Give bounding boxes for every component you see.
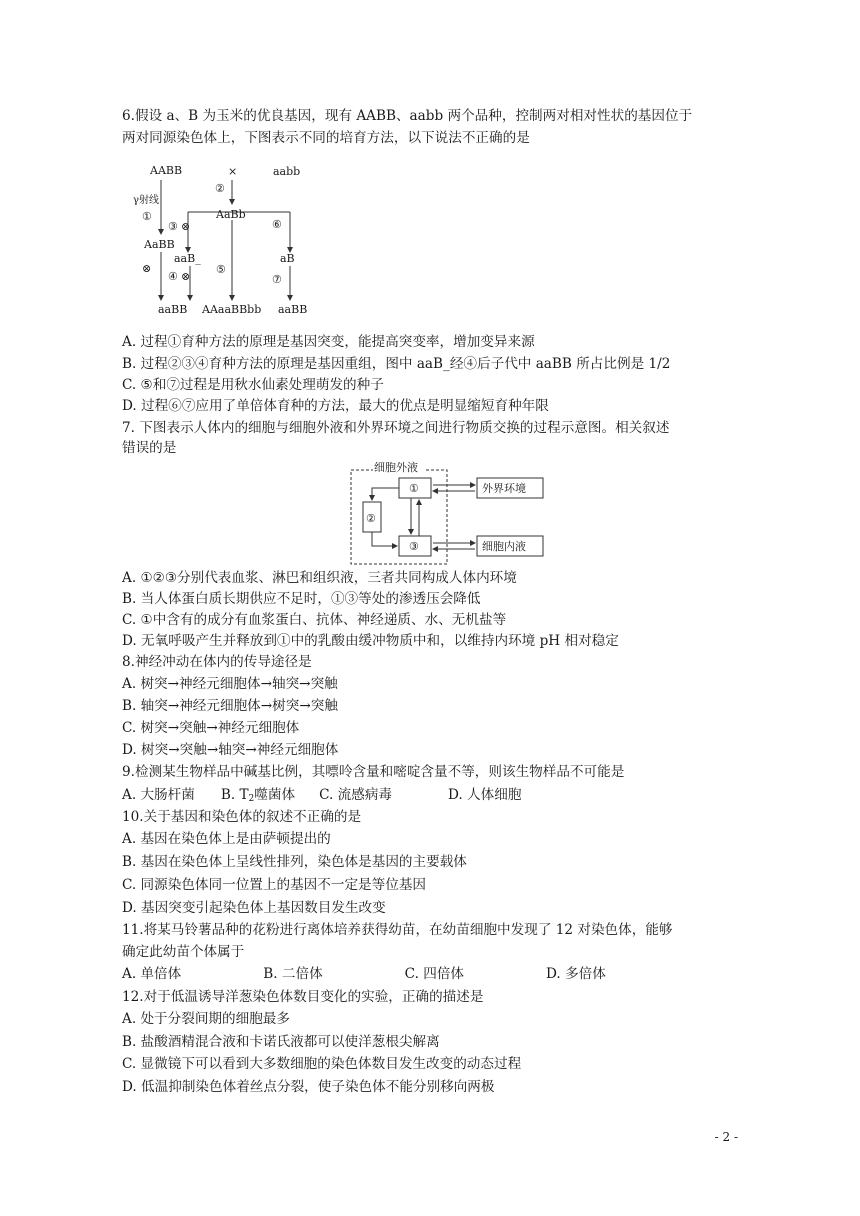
- fig-c7: ⑦: [272, 273, 282, 286]
- q6-stem-line2: 两对同源染色体上，下图表示不同的培育方法，以下说法不正确的是: [122, 130, 530, 146]
- q11-option-a: A. 单倍体: [122, 966, 182, 982]
- q6-stem-line1: 6.假设 a、B 为玉米的优良基因，现有 AABB、aabb 两个品种，控制两对相对性状的基因位于: [122, 108, 693, 124]
- q7-option-a: A. ①②③分别代表血浆、淋巴和组织液，三者共同构成人体内环境: [122, 570, 517, 586]
- q9-option-c: C. 流感病毒: [319, 787, 392, 803]
- fig-result-1: aaBB: [158, 303, 188, 316]
- q11-stem-line2: 确定此幼苗个体属于: [122, 944, 245, 960]
- q12-stem: 12.对于低温诱导洋葱染色体数目变化的实验，正确的描述是: [122, 989, 484, 1005]
- q7-exchange-diagram: [345, 458, 555, 568]
- q11-option-c: C. 四倍体: [404, 966, 465, 982]
- q8-option-d: D. 树突→突触→轴突→神经元细胞体: [122, 742, 339, 758]
- q8-option-a: A. 树突→神经元细胞体→轴突→突触: [122, 676, 338, 692]
- fig-selfing-2: ⊗: [142, 262, 152, 275]
- q9-option-b-suffix: 噬菌体: [254, 787, 296, 803]
- q10-option-b: B. 基因在染色体上呈线性排列，染色体是基因的主要载体: [122, 854, 467, 870]
- q8-option-c: C. 树突→突触→神经元细胞体: [122, 720, 300, 736]
- q11-stem-line1: 11.将某马铃薯品种的花粉进行离体培养获得幼苗，在幼苗细胞中发现了 12 对染色体，能够: [122, 922, 673, 938]
- q8-stem: 8.神经冲动在体内的传导途径是: [122, 654, 312, 670]
- q7-option-d: D. 无氧呼吸产生并释放到①中的乳酸由缓冲物质中和，以维持内环境 pH 相对稳定: [122, 633, 619, 649]
- q12-option-d: D. 低温抑制染色体着丝点分裂，使子染色体不能分别移向两极: [122, 1079, 495, 1095]
- q9-option-b-prefix: B. T: [220, 787, 249, 803]
- q7-option-b: B. 当人体蛋白质长期供应不足时，①③等处的渗透压会降低: [122, 591, 481, 607]
- fig-selfing-1: ⊗: [181, 220, 191, 233]
- fig-cross-sign: ×: [228, 165, 238, 178]
- fig-result-3: aaBB: [278, 303, 308, 316]
- q10-option-d: D. 基因突变引起染色体上基因数目发生改变: [122, 900, 386, 916]
- q7-stem-line1: 7. 下图表示人体内的细胞与细胞外液和外界环境之间进行物质交换的过程示意图。相关叙述: [122, 420, 670, 436]
- fig-c6: ⑥: [272, 218, 282, 231]
- fig-aabb-top: AABB: [150, 164, 183, 177]
- fig-c1: ①: [142, 210, 152, 223]
- q8-option-b: B. 轴突→神经元细胞体→树突→突触: [122, 698, 338, 714]
- fig-c2: ②: [215, 182, 225, 195]
- fig-c4: ④: [168, 270, 178, 283]
- fig-box2: ②: [366, 512, 376, 525]
- q12-option-a: A. 处于分裂间期的细胞最多: [122, 1011, 290, 1027]
- q7-stem-line2: 错误的是: [122, 440, 177, 456]
- q12-option-c: C. 显微镜下可以看到大多数细胞的染色体数目发生改变的动态过程: [122, 1056, 522, 1072]
- fig-c3: ③: [168, 220, 178, 233]
- q11-options: [122, 964, 606, 984]
- fig-box1: ①: [409, 482, 419, 495]
- q6-option-a: A. 过程①育种方法的原理是基因突变，能提高突变率，增加变异来源: [122, 334, 535, 350]
- fig-aab-blank: aaB_: [174, 252, 201, 265]
- q9-option-d: D. 人体细胞: [448, 787, 522, 803]
- q9-option-b-subscript: 2: [248, 794, 255, 804]
- fig-aabb-parent: aabb: [273, 165, 301, 178]
- q9-option-a: A. 大肠杆菌: [122, 787, 195, 803]
- fig-aabb-mid: AaBb: [216, 208, 246, 221]
- q9-stem: 9.检测某生物样品中碱基比例，其嘌呤含量和嘧啶含量不等，则该生物样品不可能是: [122, 764, 625, 780]
- q11-option-b: B. 二倍体: [263, 966, 323, 982]
- q12-option-b: B. 盐酸酒精混合液和卡诺氏液都可以使洋葱根尖解离: [122, 1034, 440, 1050]
- page-number: - 2 -: [714, 1130, 738, 1144]
- q7-option-c: C. ①中含有的成分有血浆蛋白、抗体、神经递质、水、无机盐等: [122, 612, 507, 628]
- q10-stem: 10.关于基因和染色体的叙述不正确的是: [122, 809, 362, 825]
- fig-ab: aB: [280, 252, 295, 265]
- fig-result-2: AAaaBBbb: [202, 303, 262, 316]
- q11-option-d: D. 多倍体: [546, 966, 606, 982]
- q6-option-c: C. ⑤和⑦过程是用秋水仙素处理萌发的种子: [122, 377, 384, 393]
- fig-intracellular: 细胞内液: [482, 540, 526, 553]
- fig-selfing-3: ⊗: [181, 270, 191, 283]
- q9-options: [122, 785, 521, 809]
- q6-option-d: D. 过程⑥⑦应用了单倍体育种的方法，最大的优点是明显缩短育种年限: [122, 398, 549, 414]
- q10-option-c: C. 同源染色体同一位置上的基因不一定是等位基因: [122, 877, 427, 893]
- q6-breeding-diagram: [130, 160, 330, 320]
- q10-option-a: A. 基因在染色体上是由萨顿提出的: [122, 831, 331, 847]
- fig-gamma-ray: γ射线: [133, 195, 159, 206]
- fig-box3: ③: [409, 540, 419, 553]
- fig-extracellular-label: 细胞外液: [374, 461, 418, 474]
- fig-external-env: 外界环境: [482, 482, 526, 495]
- fig-c5: ⑤: [216, 263, 226, 276]
- fig-aabb-left: AaBB: [144, 238, 175, 251]
- q6-option-b: B. 过程②③④育种方法的原理是基因重组，图中 aaB_经④后子代中 aaBB 所占比例是 1/2: [122, 356, 671, 372]
